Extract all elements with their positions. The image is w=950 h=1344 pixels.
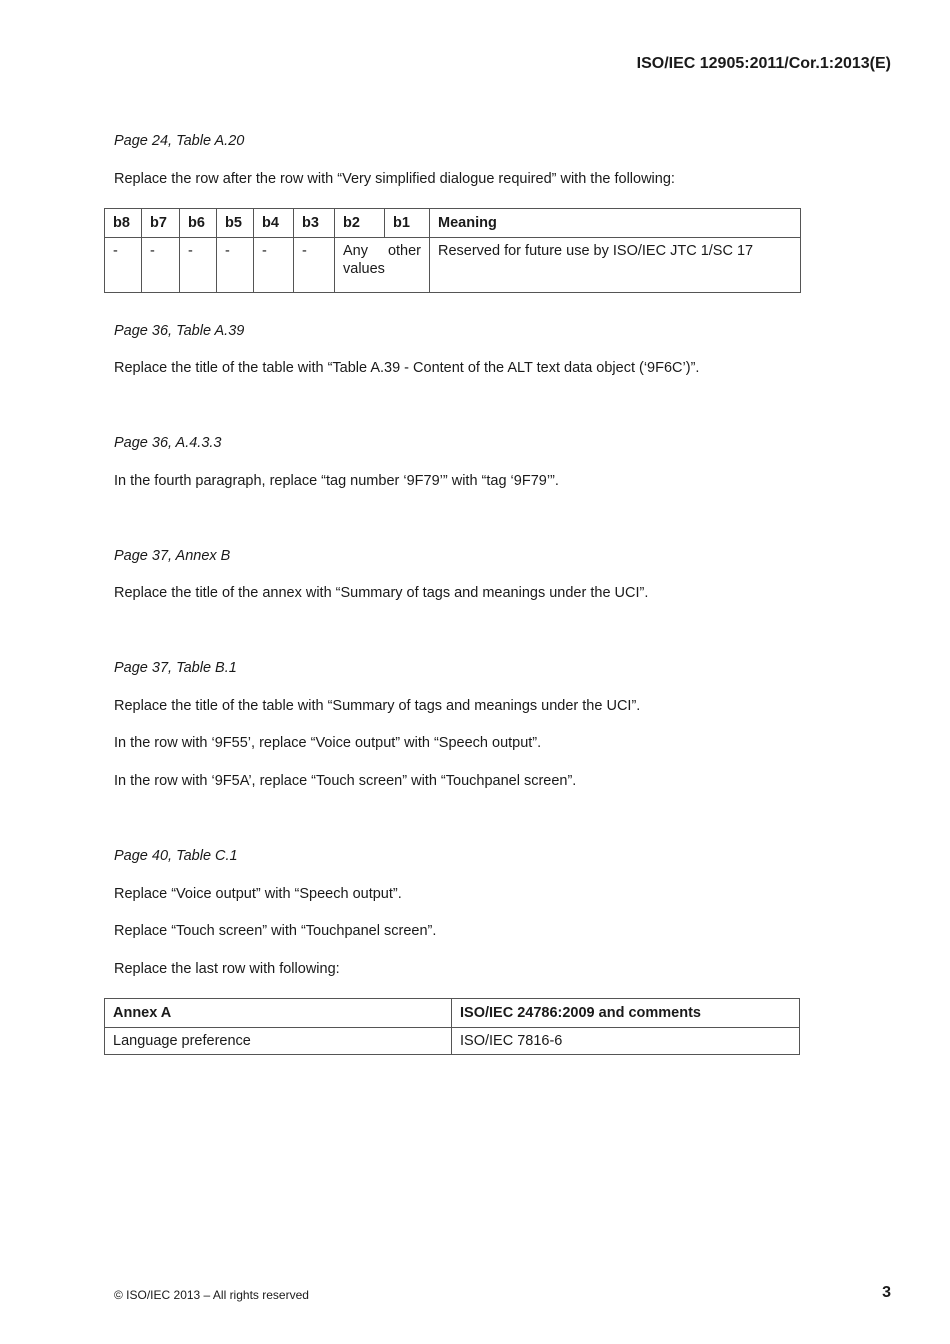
table-header-cell: ISO/IEC 24786:2009 and comments: [452, 999, 800, 1028]
section-instruction: In the row with ‘9F55’, replace “Voice output” with “Speech output”.: [114, 735, 542, 751]
section-instruction: Replace the row after the row with “Very simplified dialogue required” with the following:: [114, 171, 675, 187]
section-location: Page 37, Annex B: [114, 548, 231, 564]
cell-word: other: [387, 243, 421, 259]
document-id: ISO/IEC 12905:2011/Cor.1:2013(E): [636, 55, 891, 72]
section-location: Page 40, Table C.1: [114, 848, 238, 864]
table-header-cell: b2: [335, 209, 385, 238]
section-instruction: Replace the last row with following:: [114, 961, 340, 977]
table-cell: -: [180, 238, 217, 293]
table-cell: -: [254, 238, 294, 293]
table-header-cell: Meaning: [430, 209, 801, 238]
table-c1: [104, 998, 800, 1055]
table-a20: [104, 208, 801, 293]
table-header-cell: b7: [142, 209, 180, 238]
table-header-row: [105, 999, 800, 1028]
table-header-cell: b5: [217, 209, 254, 238]
table-cell: -: [105, 238, 142, 293]
table-row: [105, 1028, 800, 1055]
section-location: Page 36, A.4.3.3: [114, 435, 222, 451]
section-instruction: In the fourth paragraph, replace “tag number ‘9F79’” with “tag ‘9F79’”.: [114, 473, 559, 489]
table-row: [105, 238, 801, 293]
table-cell-meaning: Reserved for future use by ISO/IEC JTC 1/SC 17: [430, 238, 801, 293]
page-number: 3: [882, 1284, 891, 1301]
table-header-cell: b8: [105, 209, 142, 238]
table-header-cell: Annex A: [105, 999, 452, 1028]
cell-word: Any: [343, 243, 368, 259]
table-header-cell: b6: [180, 209, 217, 238]
section-location: Page 24, Table A.20: [114, 133, 245, 149]
table-header-row: [105, 209, 801, 238]
table-header-cell: b4: [254, 209, 294, 238]
section-location: Page 37, Table B.1: [114, 660, 237, 676]
cell-line: [343, 242, 421, 260]
table-header-cell: b1: [385, 209, 430, 238]
table-cell: ISO/IEC 7816-6: [452, 1028, 800, 1055]
table-header-cell: b3: [294, 209, 335, 238]
section-instruction: Replace the title of the table with “Summary of tags and meanings under the UCI”.: [114, 698, 641, 714]
section-instruction: Replace the title of the table with “Table A.39 - Content of the ALT text data object (‘9F6C’)”.: [114, 360, 700, 376]
table-cell: -: [142, 238, 180, 293]
table-cell: -: [217, 238, 254, 293]
section-instruction: Replace the title of the annex with “Summary of tags and meanings under the UCI”.: [114, 585, 649, 601]
copyright-notice: © ISO/IEC 2013 – All rights reserved: [114, 1288, 309, 1302]
section-instruction: In the row with ‘9F5A’, replace “Touch screen” with “Touchpanel screen”.: [114, 773, 577, 789]
table-cell: Language preference: [105, 1028, 452, 1055]
section-location: Page 36, Table A.39: [114, 323, 245, 339]
cell-line: values: [343, 261, 385, 277]
table-cell: -: [294, 238, 335, 293]
section-instruction: Replace “Touch screen” with “Touchpanel screen”.: [114, 923, 437, 939]
table-cell-merged: [335, 238, 430, 293]
section-instruction: Replace “Voice output” with “Speech output”.: [114, 886, 402, 902]
